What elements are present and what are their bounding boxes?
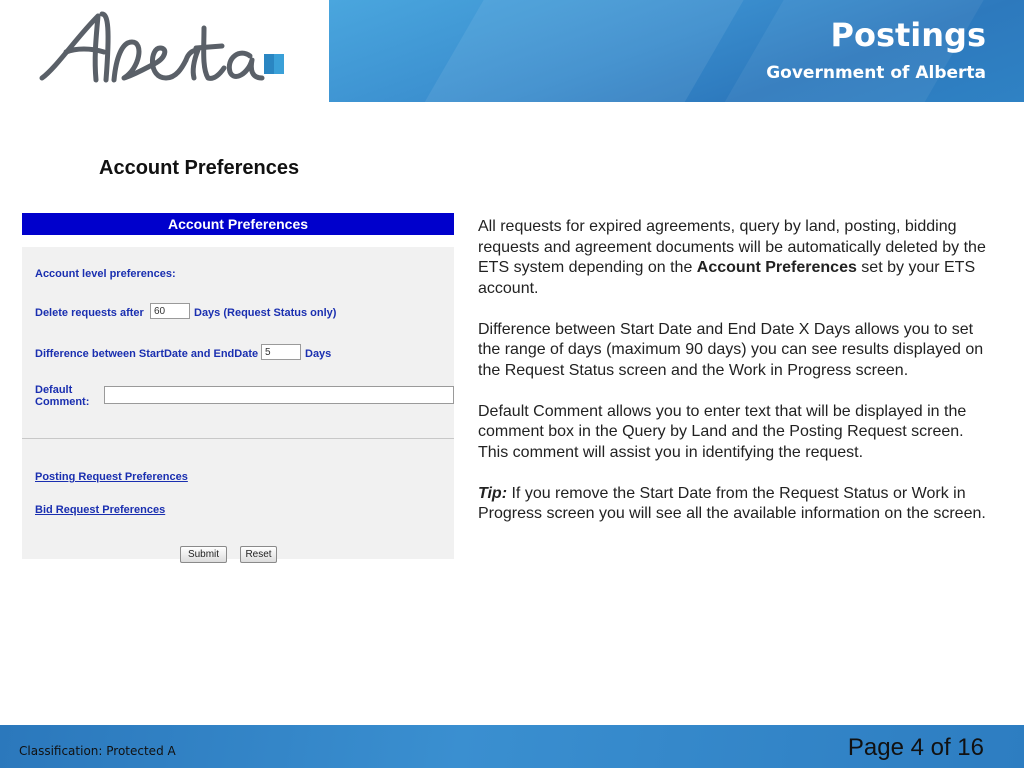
date-difference-suffix: Days: [305, 348, 332, 360]
posting-request-preferences-link[interactable]: Posting Request Preferences: [35, 471, 188, 483]
footer-band: [0, 725, 1024, 768]
description-paragraph-1: All requests for expired agreements, query by land, posting, bidding requests and agreement documents will be automatically deleted by the ETS system depending on the Account Preferences set by your ETS account.: [478, 218, 986, 297]
description-text: [478, 217, 990, 545]
delete-requests-label: Delete requests after: [35, 307, 144, 319]
default-comment-label-1: Default: [35, 384, 73, 396]
form-title-bar: Account Preferences: [22, 213, 454, 235]
bid-request-preferences-link[interactable]: Bid Request Preferences: [35, 504, 166, 516]
classification-label: Classification: Protected A: [19, 744, 176, 758]
default-comment-input[interactable]: [104, 386, 454, 404]
page-subtitle: Government of Alberta: [766, 63, 986, 83]
title-panel: [329, 0, 1024, 102]
description-paragraph-3: Default Comment allows you to enter text that will be displayed in the comment box in the Query by Land and the Posting Request screen. This comment will assist you in identifying the request.: [478, 402, 967, 461]
tip-label: Tip:: [478, 484, 508, 502]
page-number: Page 4 of 16: [847, 734, 984, 761]
reset-button[interactable]: Reset: [240, 546, 277, 563]
alberta-logo: [36, 8, 296, 92]
delete-days-suffix: Days (Request Status only): [194, 307, 337, 319]
date-difference-label: Difference between StartDate and EndDate: [35, 348, 259, 360]
logo-panel: [0, 0, 329, 102]
delete-days-input[interactable]: 60: [150, 303, 190, 319]
default-comment-label-2: Comment:: [35, 396, 90, 408]
form-divider: [22, 438, 454, 439]
account-level-label: Account level preferences:: [35, 268, 176, 280]
header-band: [0, 0, 1024, 102]
submit-button[interactable]: Submit: [180, 546, 227, 563]
page-title: Postings: [830, 16, 986, 54]
description-paragraph-2: Difference between Start Date and End Date X Days allows you to set the range of days (maximum 90 days) you can see results displayed on the Request Status screen and the Work in Progress screen.: [478, 320, 984, 379]
tip-paragraph: Tip: If you remove the Start Date from the Request Status or Work in Progress screen you will see all the available information on the screen.: [478, 484, 986, 522]
section-heading: Account Preferences: [99, 157, 300, 179]
account-preferences-form: [22, 213, 454, 593]
date-difference-input[interactable]: 5: [261, 344, 301, 360]
